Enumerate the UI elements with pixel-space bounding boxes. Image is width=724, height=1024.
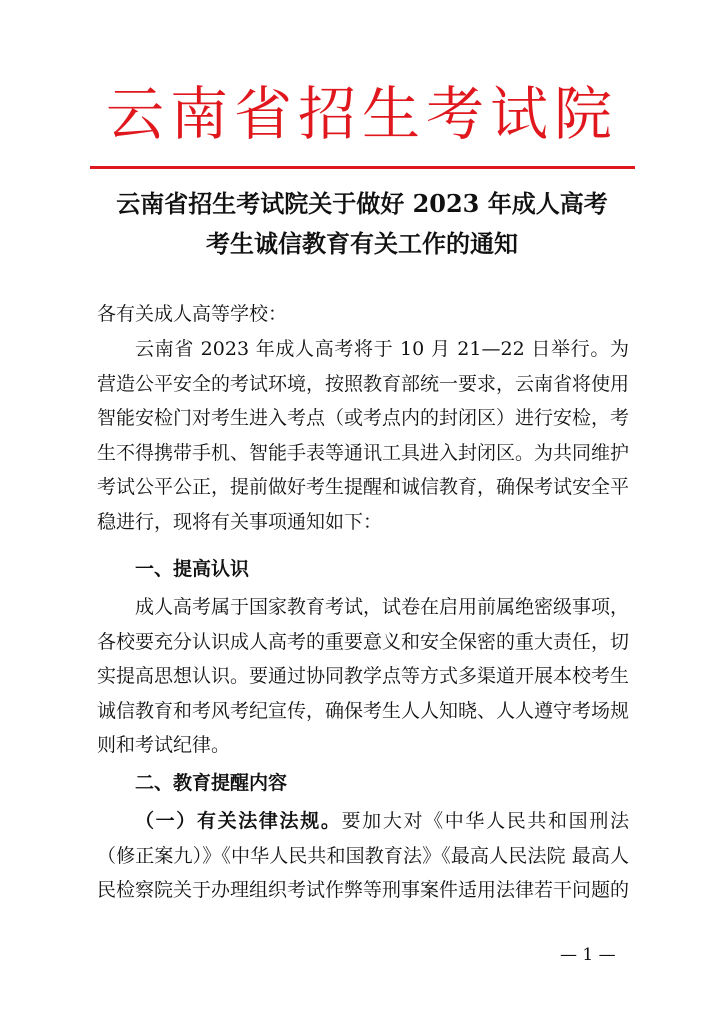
subsection-lead: （一）有关法律法规。	[135, 810, 342, 832]
section-1-paragraph: 成人高考属于国家教育考试，试卷在启用前属绝密级事项，各校要充分认识成人高考的重要意义和安全保密的重大责任，切实提高思想认识。要通过协同教学点等方式多渠道开展本校考生诚信教育和考风考纪宣传，确保考生人人知晓、人人遵守考场规则和考试纪律。	[97, 596, 630, 756]
intro-paragraph: 云南省 2023 年成人高考将于 10 月 21—22 日举行。为营造公平安全的考试环境，按照教育部统一要求，云南省将使用智能安检门对考生进入考点（或考点内的封闭区）进行安检，考生不得携带手机、智能手表等通讯工具进入封闭区。为共同维护考试公平公正，提前做好考生提醒和诚信教育，确保考试安全平稳进行，现将有关事项通知如下：	[97, 338, 630, 533]
section-2-paragraph	[97, 804, 629, 908]
salutation: 各有关成人高等学校：	[97, 303, 288, 325]
document-title-line-1: 云南省招生考试院关于做好 2023 年成人高考	[116, 189, 608, 218]
issuer-masthead: 云南省招生考试院	[105, 80, 618, 148]
subsection-body: 要加大对《中华人民共和国刑法（修正案九）》《中华人民共和国教育法》《最高人民法院 最高人民检察院关于办理组织考试作弊等刑事案件适用法律若干问题的	[97, 810, 630, 901]
section-heading-2: 二、教育提醒内容	[135, 772, 288, 794]
red-divider-rule	[90, 166, 635, 169]
page-number: — 1 —	[560, 945, 616, 965]
document-title-line-2: 考生诚信教育有关工作的通知	[206, 229, 518, 258]
section-heading-1: 一、提高认识	[135, 558, 250, 580]
